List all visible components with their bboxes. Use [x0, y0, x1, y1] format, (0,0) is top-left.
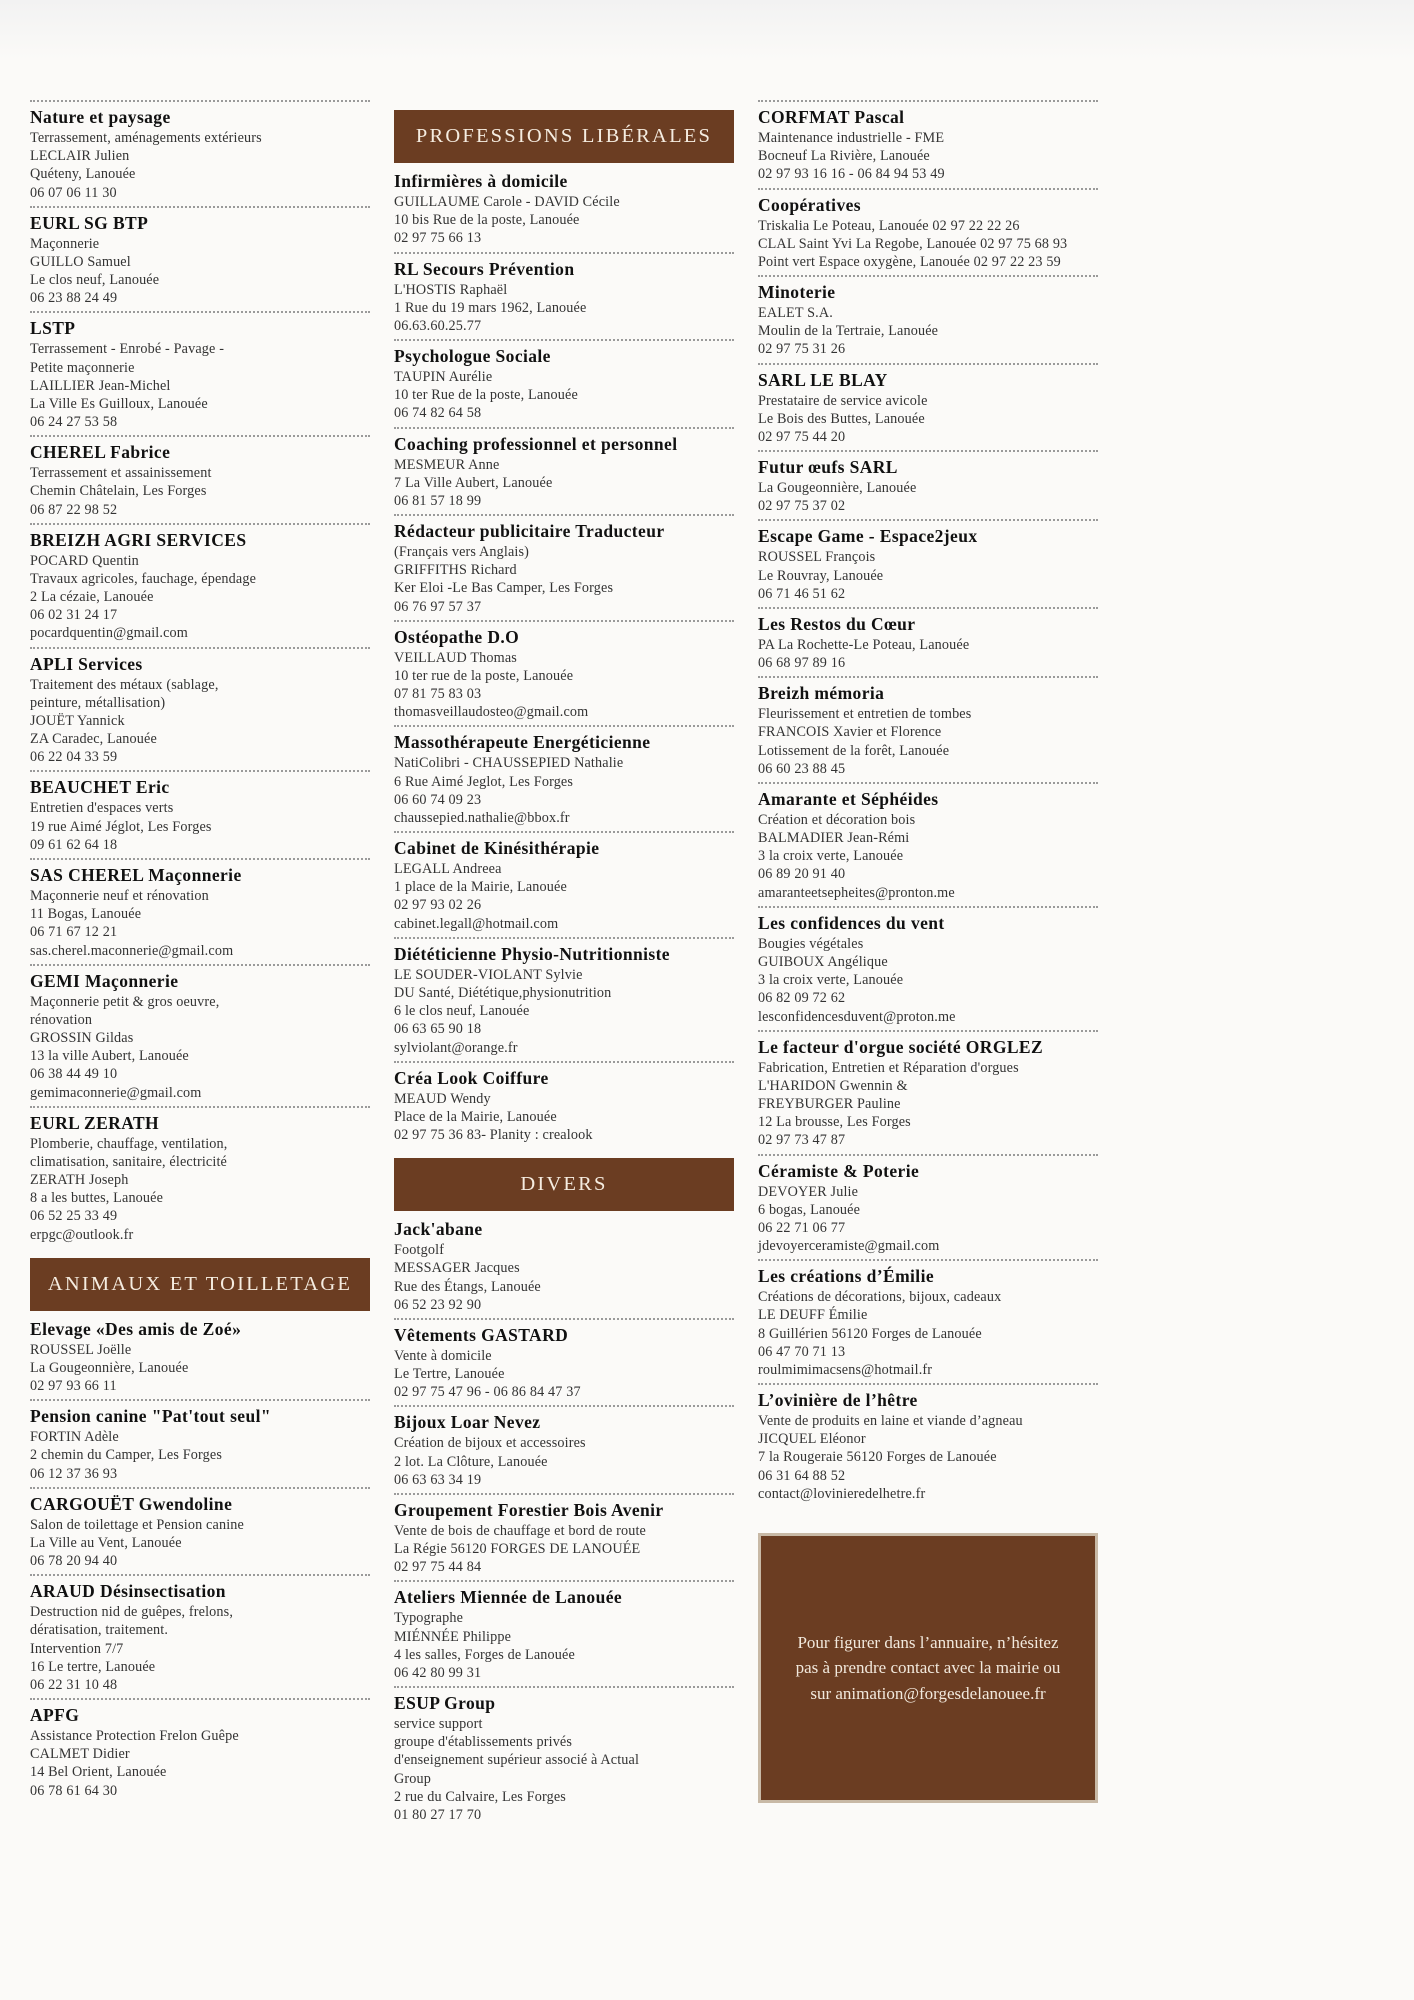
directory-entry	[394, 1318, 734, 1406]
directory-entry	[30, 435, 370, 523]
entry-detail-line: 06 81 57 18 99	[394, 492, 482, 509]
entry-detail-line: Fabrication, Entretien et Réparation d'orgues	[758, 1059, 1019, 1076]
entry-detail-line: Créations de décorations, bijoux, cadeaux	[758, 1289, 1002, 1306]
entry-detail-line: 06 63 63 34 19	[394, 1471, 482, 1488]
directory-entry	[30, 964, 370, 1106]
directory-entry	[394, 1061, 734, 1149]
entry-detail-line: Destruction nid de guêpes, frelons,	[30, 1604, 234, 1621]
entry-detail-line: 06 74 82 64 58	[394, 405, 482, 422]
entry-detail-line: 06 52 23 92 90	[394, 1296, 482, 1313]
directory-entry	[394, 427, 734, 515]
entry-detail-line: 3 la croix verte, Lanouée	[758, 972, 904, 989]
directory-entry	[394, 620, 734, 726]
entry-detail-line: rénovation	[30, 1011, 93, 1028]
entry-detail-line: TAUPIN Aurélie	[394, 369, 493, 386]
entry-detail-line: 8 a les buttes, Lanouée	[30, 1190, 164, 1207]
entry-detail-line: 06 47 70 71 13	[758, 1343, 846, 1360]
entry-detail-line: 7 la Rougeraie 56120 Forges de Lanouée	[758, 1449, 997, 1466]
entry-detail-line: GUILLO Samuel	[30, 253, 131, 270]
entry-detail-line: 06.63.60.25.77	[394, 317, 482, 334]
directory-entry	[30, 647, 370, 771]
entry-detail-line: Vente de bois de chauffage et bord de route	[394, 1522, 647, 1539]
entry-detail-line: 6 Rue Aimé Jeglot, Les Forges	[394, 773, 574, 790]
section-banner-divers: DIVERS	[394, 1158, 734, 1211]
entry-detail-line: POCARD Quentin	[30, 552, 139, 569]
entry-detail-line: 02 97 75 44 84	[394, 1559, 482, 1576]
entry-detail-line: 02 97 75 36 83- Planity : crealook	[394, 1127, 593, 1144]
entry-detail-line: MEAUD Wendy	[394, 1090, 491, 1107]
entry-detail-line: Terrassement, aménagements extérieurs	[30, 130, 262, 146]
directory-entry	[758, 275, 1098, 363]
entry-detail-line: 06 31 64 88 52	[758, 1467, 846, 1484]
entry-detail-line: 06 78 61 64 30	[30, 1782, 118, 1799]
entry-detail-line: La Ville au Vent, Lanouée	[30, 1534, 182, 1551]
directory-entry	[758, 782, 1098, 906]
entry-detail-line: 14 Bel Orient, Lanouée	[30, 1764, 167, 1781]
directory-entry	[758, 519, 1098, 607]
entry-detail-line: sas.cherel.maconnerie@gmail.com	[30, 942, 234, 959]
entry-detail-line: groupe d'établissements privés	[394, 1734, 573, 1751]
entry-detail-line: Lotissement de la forêt, Lanouée	[758, 742, 950, 759]
entry-title: Cabinet de Kinésithérapie	[394, 838, 600, 859]
directory-entry	[30, 1698, 370, 1804]
entry-detail-line: Traitement des métaux (sablage,	[30, 676, 219, 693]
entry-title: Rédacteur publicitaire Traducteur	[394, 521, 665, 542]
entry-detail-line: 06 38 44 49 10	[30, 1066, 118, 1083]
entry-title: Diététicienne Physio-Nutritionniste	[394, 943, 670, 964]
entry-detail-line: 01 80 27 17 70	[394, 1806, 482, 1823]
directory-entry	[30, 858, 370, 964]
directory-entry	[758, 1154, 1098, 1260]
entry-title: Créa Look Coiffure	[394, 1067, 549, 1088]
directory-entry	[30, 100, 370, 206]
entry-detail-line: 2 La cézaie, Lanouée	[30, 589, 154, 606]
entry-title: LSTP	[30, 318, 76, 339]
directory-entry	[758, 676, 1098, 782]
entry-detail-line: GRIFFITHS Richard	[394, 562, 517, 579]
entry-detail-line: contact@lovinieredelhetre.fr	[758, 1485, 926, 1502]
entry-detail-line: VEILLAUD Thomas	[394, 649, 517, 666]
entry-title: Massothérapeute Energéticienne	[394, 732, 651, 753]
entry-detail-line: 07 81 75 83 03	[394, 686, 482, 703]
entry-title: EURL SG BTP	[30, 212, 149, 233]
entry-title: Le facteur d'orgue société ORGLEZ	[758, 1036, 1044, 1057]
entry-detail-line: 12 La brousse, Les Forges	[758, 1114, 911, 1131]
entry-title: Futur œufs SARL	[758, 457, 898, 478]
entry-detail-line: Plomberie, chauffage, ventilation,	[30, 1135, 228, 1152]
entry-detail-line: 6 bogas, Lanouée	[758, 1201, 861, 1218]
entry-detail-line: 8 Guillérien 56120 Forges de Lanouée	[758, 1325, 982, 1342]
entry-title: APFG	[30, 1705, 80, 1726]
entry-title: ARAUD Désinsectisation	[30, 1581, 226, 1602]
entry-detail-line: Ker Eloi -Le Bas Camper, Les Forges	[394, 580, 614, 597]
directory-entry	[30, 1317, 370, 1400]
entry-detail-line: 06 42 80 99 31	[394, 1664, 482, 1681]
page-top-fade	[0, 0, 1414, 60]
entry-detail-line: 06 71 67 12 21	[30, 924, 118, 941]
entry-detail-line: Triskalia Le Poteau, Lanouée 02 97 22 22 26	[758, 217, 1020, 234]
entry-detail-line: service support	[394, 1716, 483, 1733]
directory-entry	[394, 514, 734, 620]
directory-entry	[394, 1580, 734, 1686]
entry-detail-line: 02 97 75 31 26	[758, 341, 846, 358]
directory-entry	[394, 725, 734, 831]
entry-title: APLI Services	[30, 653, 143, 674]
entry-detail-line: La Gougeonnière, Lanouée	[30, 1359, 189, 1376]
directory-entry	[758, 450, 1098, 519]
entry-detail-line: CALMET Didier	[30, 1746, 130, 1763]
entry-detail-line: Maçonnerie neuf et rénovation	[30, 887, 209, 904]
entry-detail-line: L'HARIDON Gwennin &	[758, 1077, 908, 1094]
entry-detail-line: climatisation, sanitaire, électricité	[30, 1153, 227, 1170]
entry-detail-line: JOUËT Yannick	[30, 712, 125, 729]
entry-title: Vêtements GASTARD	[394, 1324, 569, 1345]
entry-detail-line: 2 chemin du Camper, Les Forges	[30, 1447, 223, 1464]
entry-detail-line: EALET S.A.	[758, 305, 833, 322]
entry-detail-line: Le Tertre, Lanouée	[394, 1366, 505, 1383]
entry-detail-line: MIÉNNÉE Philippe	[394, 1628, 512, 1645]
entry-title: ESUP Group	[394, 1693, 496, 1714]
entry-detail-line: Prestataire de service avicole	[758, 392, 928, 409]
entry-detail-line: L'HOSTIS Raphaël	[394, 281, 508, 298]
entry-detail-line: 06 22 31 10 48	[30, 1676, 118, 1693]
entry-detail-line: Group	[394, 1770, 432, 1787]
entry-detail-line: Footgolf	[394, 1242, 445, 1259]
entry-title: Psychologue Sociale	[394, 346, 551, 367]
directory-entry	[758, 607, 1098, 676]
entry-detail-line: 06 12 37 36 93	[30, 1465, 118, 1482]
entry-detail-line: Travaux agricoles, fauchage, épendage	[30, 570, 257, 587]
directory-entry	[394, 1405, 734, 1493]
entry-title: Les confidences du vent	[758, 912, 945, 933]
entry-title: Elevage «Des amis de Zoé»	[30, 1318, 242, 1339]
directory-entry	[30, 1399, 370, 1487]
entry-detail-line: 7 La Ville Aubert, Lanouée	[394, 474, 553, 491]
directory-entry	[394, 339, 734, 427]
entry-detail-line: LAILLIER Jean-Michel	[30, 377, 171, 394]
entry-detail-line: FORTIN Adèle	[30, 1429, 119, 1446]
entry-detail-line: Assistance Protection Frelon Guêpe	[30, 1728, 239, 1745]
entry-detail-line: Quéteny, Lanouée	[30, 166, 136, 183]
section-banner-animaux-et-toilletage: ANIMAUX ET TOILLETAGE	[30, 1258, 370, 1311]
entry-detail-line: MESSAGER Jacques	[394, 1260, 520, 1277]
directory-entry	[758, 1383, 1098, 1507]
entry-detail-line: Création et décoration bois	[758, 811, 916, 828]
entry-detail-line: 06 02 31 24 17	[30, 607, 118, 624]
entry-detail-line: 2 lot. La Clôture, Lanouée	[394, 1453, 548, 1470]
entry-detail-line: Petite maçonnerie	[30, 359, 135, 376]
entry-detail-line: 10 bis Rue de la poste, Lanouée	[394, 212, 580, 229]
contact-notice-box	[758, 1533, 1098, 1803]
directory-entry	[394, 169, 734, 252]
entry-detail-line: (Français vers Anglais)	[394, 544, 530, 561]
directory-entry	[30, 770, 370, 858]
entry-detail-line: 6 le clos neuf, Lanouée	[394, 1003, 530, 1020]
entry-detail-line: GROSSIN Gildas	[30, 1030, 134, 1047]
directory-entry	[394, 1217, 734, 1318]
entry-detail-line: 06 52 25 33 49	[30, 1208, 118, 1225]
entry-detail-line: Maçonnerie petit & gros oeuvre,	[30, 993, 220, 1010]
entry-detail-line: Terrassement et assainissement	[30, 465, 212, 482]
entry-detail-line: FRANCOIS Xavier et Florence	[758, 724, 942, 741]
entry-title: Céramiste & Poterie	[758, 1160, 920, 1181]
columns-container	[30, 100, 1384, 1828]
entry-detail-line: chaussepied.nathalie@bbox.fr	[394, 809, 570, 826]
entry-detail-line: Maçonnerie	[30, 235, 100, 252]
entry-detail-line: La Ville Es Guilloux, Lanouée	[30, 395, 208, 412]
column-right	[758, 100, 1098, 1803]
entry-detail-line: jdevoyerceramiste@gmail.com	[758, 1238, 940, 1255]
entry-detail-line: Terrassement - Enrobé - Pavage -	[30, 341, 225, 358]
entry-detail-line: amaranteetsepheites@pronton.me	[758, 884, 955, 901]
entry-detail-line: BALMADIER Jean-Rémi	[758, 830, 910, 847]
entry-detail-line: 06 82 09 72 62	[758, 990, 846, 1007]
entry-detail-line: 3 la croix verte, Lanouée	[758, 848, 904, 865]
entry-title: CHEREL Fabrice	[30, 442, 171, 463]
entry-detail-line: 06 71 46 51 62	[758, 585, 846, 602]
entry-detail-line: FREYBURGER Pauline	[758, 1096, 901, 1113]
entry-title: Groupement Forestier Bois Avenir	[394, 1499, 664, 1520]
directory-entry	[394, 1686, 734, 1828]
entry-detail-line: ZA Caradec, Lanouée	[30, 731, 157, 748]
entry-detail-line: dératisation, traitement.	[30, 1622, 169, 1639]
entry-title: BREIZH AGRI SERVICES	[30, 529, 247, 550]
entry-detail-line: gemimaconnerie@gmail.com	[30, 1084, 202, 1101]
entry-detail-line: 06 63 65 90 18	[394, 1021, 482, 1038]
entry-detail-line: Maintenance industrielle - FME	[758, 130, 945, 146]
entry-detail-line: Point vert Espace oxygène, Lanouée 02 97 22 23 59	[758, 253, 1061, 270]
entry-title: Pension canine "Pat'tout seul"	[30, 1406, 271, 1427]
entry-detail-line: GUIBOUX Angélique	[758, 953, 888, 970]
entry-detail-line: thomasveillaudosteo@gmail.com	[394, 704, 589, 721]
entry-detail-line: 06 22 04 33 59	[30, 749, 118, 766]
entry-detail-line: 02 97 93 02 26	[394, 897, 482, 914]
entry-detail-line: sylviolant@orange.fr	[394, 1039, 518, 1056]
directory-entry	[758, 188, 1098, 276]
entry-detail-line: Rue des Étangs, Lanouée	[394, 1278, 541, 1295]
entry-detail-line: 02 97 73 47 87	[758, 1132, 846, 1149]
entry-detail-line: Salon de toilettage et Pension canine	[30, 1516, 244, 1533]
entry-title: Coaching professionnel et personnel	[394, 433, 678, 454]
entry-detail-line: 11 Bogas, Lanouée	[30, 906, 142, 923]
entry-title: GEMI Maçonnerie	[30, 970, 179, 991]
entry-detail-line: erpgc@outlook.fr	[30, 1226, 134, 1243]
entry-title: SARL LE BLAY	[758, 369, 888, 390]
entry-title: RL Secours Prévention	[394, 258, 575, 279]
directory-entry	[758, 1259, 1098, 1383]
directory-entry	[30, 1487, 370, 1575]
entry-title: Minoterie	[758, 282, 836, 303]
entry-detail-line: 02 97 75 44 20	[758, 428, 846, 445]
directory-entry	[758, 363, 1098, 451]
entry-detail-line: 1 Rue du 19 mars 1962, Lanouée	[394, 299, 587, 316]
entry-title: Nature et paysage	[30, 107, 171, 127]
entry-detail-line: JICQUEL Eléonor	[758, 1431, 866, 1448]
entry-detail-line: 06 76 97 57 37	[394, 598, 482, 615]
entry-detail-line: lesconfidencesduvent@proton.me	[758, 1008, 956, 1025]
entry-detail-line: 06 23 88 24 49	[30, 290, 118, 307]
directory-entry	[394, 1493, 734, 1581]
entry-detail-line: cabinet.legall@hotmail.com	[394, 915, 559, 932]
entry-detail-line: 10 ter rue de la poste, Lanouée	[394, 667, 574, 684]
entry-title: EURL ZERATH	[30, 1112, 160, 1133]
entry-detail-line: 13 la ville Aubert, Lanouée	[30, 1048, 189, 1065]
entry-detail-line: ROUSSEL Joëlle	[30, 1341, 132, 1358]
entry-detail-line: LEGALL Andreea	[394, 861, 502, 878]
directory-entry	[30, 206, 370, 312]
entry-detail-line: 06 78 20 94 40	[30, 1553, 118, 1570]
entry-detail-line: 10 ter Rue de la poste, Lanouée	[394, 387, 578, 404]
entry-detail-line: GUILLAUME Carole - DAVID Cécile	[394, 194, 620, 210]
entry-detail-line: 02 97 93 16 16 - 06 84 94 53 49	[758, 166, 945, 183]
entry-detail-line: Le Rouvray, Lanouée	[758, 567, 884, 584]
entry-detail-line: CLAL Saint Yvi La Regobe, Lanouée 02 97 75 68 93	[758, 235, 1068, 252]
entry-title: Bijoux Loar Nevez	[394, 1412, 541, 1433]
entry-detail-line: DU Santé, Diététique,physionutrition	[394, 984, 612, 1001]
entry-title: Coopératives	[758, 194, 861, 215]
entry-detail-line: LECLAIR Julien	[30, 148, 130, 165]
directory-entry	[30, 1574, 370, 1698]
entry-title: BEAUCHET Eric	[30, 777, 170, 798]
entry-detail-line: 06 60 74 09 23	[394, 791, 482, 808]
entry-detail-line: 02 97 75 37 02	[758, 498, 846, 515]
column-middle	[394, 100, 734, 1828]
entry-detail-line: ROUSSEL François	[758, 549, 876, 566]
entry-detail-line: 16 Le tertre, Lanouée	[30, 1658, 156, 1675]
entry-detail-line: pocardquentin@gmail.com	[30, 625, 188, 642]
entry-detail-line: Bocneuf La Rivière, Lanouée	[758, 148, 930, 165]
entry-detail-line: Vente de produits en laine et viande d’agneau	[758, 1413, 1023, 1430]
entry-detail-line: ZERATH Joseph	[30, 1172, 129, 1189]
entry-detail-line: La Régie 56120 FORGES DE LANOUÉE	[394, 1541, 641, 1558]
entry-title: Escape Game - Espace2jeux	[758, 526, 978, 547]
entry-detail-line: 2 rue du Calvaire, Les Forges	[394, 1788, 566, 1805]
column-left	[30, 100, 370, 1804]
entry-detail-line: PA La Rochette-Le Poteau, Lanouée	[758, 636, 970, 653]
entry-detail-line: LE SOUDER-VIOLANT Sylvie	[394, 966, 583, 983]
entry-detail-line: 06 68 97 89 16	[758, 655, 846, 672]
entry-detail-line: Chemin Châtelain, Les Forges	[30, 483, 207, 500]
section-banner-professions-liberales: PROFESSIONS LIBÉRALES	[394, 110, 734, 163]
entry-detail-line: 06 22 71 06 77	[758, 1219, 846, 1236]
entry-detail-line: 19 rue Aimé Jéglot, Les Forges	[30, 818, 212, 835]
entry-detail-line: LE DEUFF Émilie	[758, 1307, 868, 1324]
entry-detail-line: peinture, métallisation)	[30, 694, 166, 711]
entry-detail-line: 09 61 62 64 18	[30, 836, 118, 853]
entry-detail-line: NatiColibri - CHAUSSEPIED Nathalie	[394, 755, 624, 772]
directory-entry	[394, 831, 734, 937]
entry-detail-line: Entretien d'espaces verts	[30, 800, 174, 817]
entry-detail-line: 02 97 75 47 96 - 06 86 84 47 37	[394, 1384, 581, 1401]
entry-detail-line: Moulin de la Tertraie, Lanouée	[758, 323, 939, 340]
entry-title: CARGOUËT Gwendoline	[30, 1493, 233, 1514]
contact-notice-text: Pour figurer dans l’annuaire, n’hésitez pas à prendre contact avec la mairie ou sur animation@forgesdelanouee.fr	[795, 1632, 1061, 1703]
entry-detail-line: 02 97 75 66 13	[394, 230, 482, 247]
entry-detail-line: Fleurissement et entretien de tombes	[758, 706, 972, 723]
entry-title: Breizh mémoria	[758, 683, 885, 704]
entry-title: Les créations d’Émilie	[758, 1266, 934, 1287]
entry-detail-line: Le Bois des Buttes, Lanouée	[758, 410, 925, 427]
entry-title: Jack'abane	[394, 1219, 483, 1240]
entry-detail-line: Le clos neuf, Lanouée	[30, 272, 160, 289]
entry-detail-line: MESMEUR Anne	[394, 456, 500, 473]
entry-detail-line: 4 les salles, Forges de Lanouée	[394, 1646, 575, 1663]
entry-detail-line: d'enseignement supérieur associé à Actual	[394, 1752, 640, 1769]
directory-entry	[30, 1106, 370, 1248]
directory-entry	[394, 252, 734, 340]
entry-detail-line: DEVOYER Julie	[758, 1183, 859, 1200]
directory-entry	[30, 311, 370, 435]
entry-detail-line: Création de bijoux et accessoires	[394, 1435, 586, 1452]
entry-detail-line: 1 place de la Mairie, Lanouée	[394, 879, 567, 896]
entry-title: Amarante et Séphéides	[758, 788, 939, 809]
entry-detail-line: La Gougeonnière, Lanouée	[758, 480, 917, 497]
entry-title: Ateliers Miennée de Lanouée	[394, 1587, 623, 1608]
entry-title: SAS CHEREL Maçonnerie	[30, 864, 242, 885]
entry-detail-line: roulmimimacsens@hotmail.fr	[758, 1361, 933, 1378]
entry-title: Infirmières à domicile	[394, 171, 568, 191]
directory-entry	[758, 1030, 1098, 1154]
entry-detail-line: Typographe	[394, 1610, 464, 1627]
directory-entry	[758, 906, 1098, 1030]
entry-title: Ostéopathe D.O	[394, 626, 520, 647]
directory-entry	[394, 937, 734, 1061]
entry-title: L’ovinière de l’hêtre	[758, 1390, 918, 1411]
entry-detail-line: 06 07 06 11 30	[30, 184, 117, 201]
entry-detail-line: 06 60 23 88 45	[758, 760, 846, 777]
entry-detail-line: Place de la Mairie, Lanouée	[394, 1108, 557, 1125]
entry-detail-line: Intervention 7/7	[30, 1640, 124, 1657]
entry-detail-line: Bougies végétales	[758, 935, 864, 952]
entry-detail-line: 06 87 22 98 52	[30, 501, 118, 518]
entry-detail-line: 06 89 20 91 40	[758, 866, 846, 883]
entry-title: CORFMAT Pascal	[758, 107, 905, 127]
entry-title: Les Restos du Cœur	[758, 613, 916, 634]
entry-detail-line: 06 24 27 53 58	[30, 414, 118, 431]
entry-detail-line: Vente à domicile	[394, 1347, 492, 1364]
directory-entry	[758, 100, 1098, 188]
entry-detail-line: 02 97 93 66 11	[30, 1378, 117, 1395]
directory-entry	[30, 523, 370, 647]
